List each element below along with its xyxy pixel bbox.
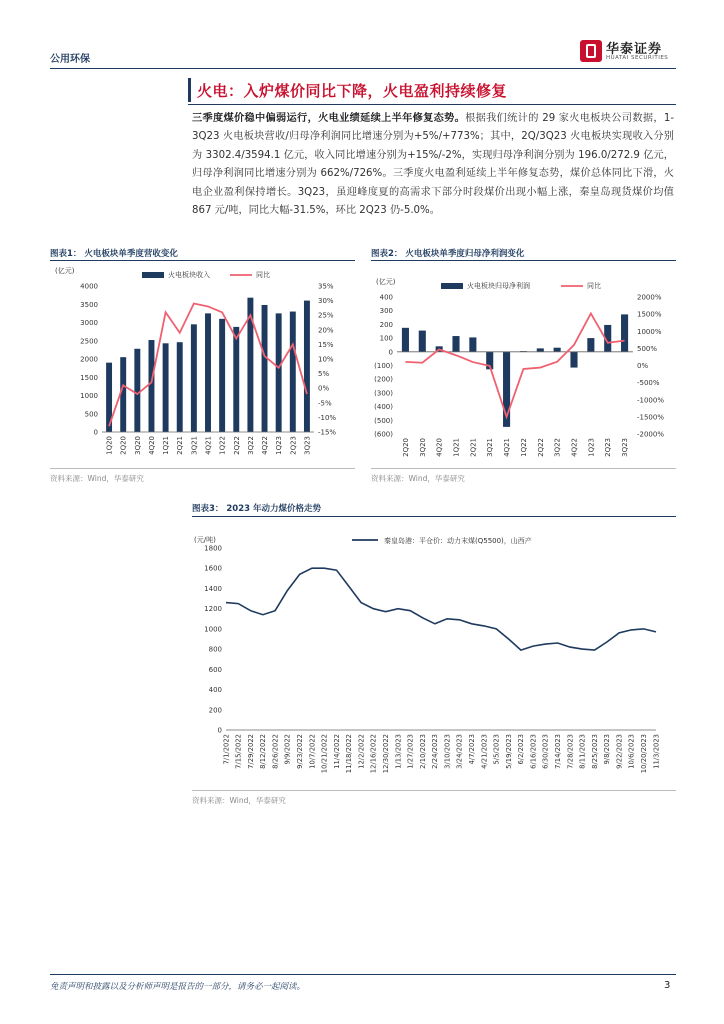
- x-tick-label: 11/18/2022: [345, 734, 354, 774]
- x-tick-label: 4Q20: [147, 436, 156, 455]
- y-right-tick-label: 1500%: [637, 310, 662, 319]
- x-tick-label: 1Q21: [162, 436, 171, 455]
- y-tick-label: 400: [208, 686, 222, 695]
- bar: [554, 348, 561, 352]
- x-tick-label: 2Q22: [536, 438, 545, 457]
- x-tick-label: 1Q22: [218, 436, 227, 455]
- bar: [134, 349, 140, 432]
- bar: [621, 314, 628, 351]
- figure3-title-text: 2023 年动力煤价格走势: [226, 504, 322, 514]
- bar: [587, 338, 594, 352]
- figure3-title: [192, 502, 321, 514]
- y-left-tick-label: 300: [379, 307, 393, 316]
- y-right-tick-label: -500%: [637, 379, 660, 388]
- y-right-tick-label: 1000%: [637, 327, 662, 336]
- bar: [276, 313, 282, 432]
- y-left-tick-label: 4000: [80, 282, 98, 291]
- x-tick-label: 7/28/2023: [566, 734, 575, 769]
- chart-unit-label: (亿元): [55, 267, 75, 275]
- y-tick-label: 0: [217, 726, 222, 735]
- section-title-bar: [188, 78, 679, 102]
- bar: [177, 342, 183, 432]
- x-tick-label: 2/10/2023: [418, 734, 427, 769]
- x-tick-label: 3Q21: [190, 436, 199, 455]
- x-tick-label: 4Q22: [261, 436, 270, 455]
- x-tick-label: 1Q22: [519, 438, 528, 457]
- x-tick-label: 3Q23: [303, 436, 312, 455]
- figure2-source-rule: [371, 468, 676, 469]
- bar: [148, 340, 154, 432]
- y-left-tick-label: (200): [374, 375, 393, 384]
- x-tick-label: 3Q22: [553, 438, 562, 457]
- y-right-tick-label: -5%: [318, 399, 332, 408]
- page-number: 3: [664, 980, 671, 991]
- figure3-chart: [192, 520, 676, 790]
- x-tick-label: 12/16/2022: [369, 734, 378, 774]
- x-tick-label: 8/25/2023: [590, 734, 599, 769]
- y-left-tick-label: 3000: [80, 319, 98, 327]
- x-tick-label: 2Q21: [176, 436, 185, 455]
- x-tick-label: 6/16/2023: [529, 734, 538, 769]
- y-left-tick-label: (100): [374, 362, 393, 370]
- y-right-tick-label: 15%: [318, 340, 334, 349]
- x-tick-label: 11/4/2022: [332, 734, 341, 769]
- y-left-tick-label: (600): [374, 430, 393, 439]
- x-tick-label: 1Q20: [105, 436, 114, 455]
- legend-line-label: 同比: [587, 282, 601, 290]
- x-tick-label: 4/7/2023: [468, 734, 477, 765]
- y-tick-label: 1600: [204, 564, 222, 573]
- y-left-tick-label: 0: [93, 428, 98, 437]
- bar: [402, 328, 409, 352]
- x-tick-label: 1/13/2023: [394, 734, 403, 769]
- x-tick-label: 2Q23: [604, 438, 613, 457]
- figure2-source: 资料来源：Wind，华泰研究: [371, 474, 465, 483]
- x-tick-label: 2Q23: [289, 436, 298, 455]
- y-left-tick-label: 1500: [80, 373, 98, 382]
- x-tick-label: 10/6/2023: [627, 734, 636, 769]
- x-tick-label: 3/24/2023: [455, 734, 464, 769]
- y-right-tick-label: 35%: [318, 282, 334, 291]
- y-right-tick-label: -15%: [318, 428, 337, 437]
- y-left-tick-label: 2500: [80, 337, 98, 346]
- header-section: 公用环保: [50, 54, 90, 65]
- body-paragraph: [192, 110, 674, 220]
- legend-bar-swatch: [441, 283, 463, 289]
- bar: [205, 313, 211, 432]
- bar: [452, 336, 459, 352]
- y-tick-label: 1000: [204, 625, 222, 634]
- y-tick-label: 1800: [204, 544, 222, 553]
- x-tick-label: 7/14/2023: [554, 734, 563, 769]
- section-title: 火电：入炉煤价同比下降，火电盈利持续修复: [197, 82, 508, 100]
- logo-mark-icon: [580, 40, 602, 62]
- x-tick-label: 4Q21: [204, 436, 213, 455]
- paragraph-body: 根据我们统计的 29 家火电板块公司数据，1-3Q23 火电板块营收/归母净利润同比增速分别为+5%/+773%；其中，2Q/3Q23 火电板块实现收入分别为 3302.4/3594.1 亿元，收入同比增速分别为+15%/-2%，实现归母净利润分别为 196.0/272.9 亿元，归母净利润同比增速分别为 662%/726%。三季度火电盈利延续上半年修复态势，煤价总体同比下滑，火电企业盈利保持增长。3Q23，虽迎峰度夏的高需求下部分时段煤价出现小幅上涨，秦皇岛现货煤价均值 867 元/吨，同比大幅-31.5%，环比 2Q23 仍-5.0%。: [192, 113, 674, 217]
- x-tick-label: 7/1/2022: [222, 734, 231, 765]
- figure1-title-text: 火电板块单季度营收变化: [84, 249, 178, 259]
- y-left-tick-label: (400): [374, 403, 393, 412]
- y-right-tick-label: 2000%: [637, 293, 662, 302]
- y-right-tick-label: 0%: [637, 362, 649, 370]
- x-tick-label: 12/30/2022: [382, 734, 391, 774]
- x-tick-label: 3Q20: [418, 438, 427, 457]
- bar: [191, 324, 197, 432]
- y-right-tick-label: -2000%: [637, 430, 664, 439]
- x-tick-label: 8/11/2023: [578, 734, 587, 769]
- bar: [537, 348, 544, 351]
- legend-line-label: 秦皇岛港：平仓价：动力末煤(Q5500)，山西产: [384, 537, 532, 545]
- x-tick-label: 3Q22: [246, 436, 255, 455]
- header-rule: [50, 68, 676, 69]
- x-tick-label: 2Q20: [401, 438, 410, 457]
- x-tick-label: 6/2/2023: [517, 734, 526, 765]
- bar: [120, 357, 126, 432]
- y-left-tick-label: 2000: [80, 355, 98, 364]
- x-tick-label: 3/10/2023: [443, 734, 452, 769]
- y-right-tick-label: 500%: [637, 344, 658, 353]
- y-tick-label: 200: [208, 706, 222, 715]
- y-right-tick-label: -10%: [318, 413, 337, 422]
- x-tick-label: 8/26/2022: [271, 734, 280, 769]
- x-tick-label: 2Q22: [232, 436, 241, 455]
- x-tick-label: 1Q23: [275, 436, 284, 455]
- bar: [419, 331, 426, 352]
- bar: [262, 305, 268, 432]
- chart-unit-label: (亿元): [376, 278, 396, 286]
- x-tick-label: 4/21/2023: [480, 734, 489, 769]
- x-tick-label: 10/7/2022: [308, 734, 317, 769]
- x-tick-label: 9/9/2022: [283, 734, 292, 765]
- figure1-label: 图表1：: [50, 249, 82, 259]
- x-tick-label: 1/27/2023: [406, 734, 415, 769]
- y-right-tick-label: 20%: [318, 326, 334, 335]
- x-tick-label: 4Q20: [435, 438, 444, 457]
- y-left-tick-label: (500): [374, 416, 393, 425]
- legend-bar-label: 火电板块归母净利润: [467, 282, 530, 290]
- legend-bar-label: 火电板块收入: [168, 271, 210, 279]
- price-line: [226, 568, 656, 650]
- y-left-tick-label: 400: [379, 293, 393, 302]
- figure2-label: 图表2：: [371, 249, 403, 259]
- x-tick-label: 4Q21: [503, 438, 512, 457]
- yoy-line: [405, 313, 624, 416]
- figure2-title-text: 火电板块单季度归母净利润变化: [405, 249, 525, 259]
- x-tick-label: 7/29/2022: [246, 734, 255, 769]
- figure3-source: 资料来源：Wind，华泰研究: [192, 796, 286, 805]
- y-left-tick-label: (300): [374, 389, 393, 398]
- bar: [304, 301, 310, 432]
- x-tick-label: 7/15/2022: [234, 734, 243, 769]
- y-right-tick-label: 10%: [318, 355, 334, 364]
- paragraph-lead: 三季度煤价稳中偏弱运行，火电业绩延续上半年修复态势。: [192, 113, 466, 124]
- y-tick-label: 1200: [204, 605, 222, 614]
- bar: [163, 343, 169, 432]
- y-right-tick-label: 30%: [318, 297, 334, 306]
- bar: [233, 327, 239, 432]
- y-left-tick-label: 0: [388, 348, 393, 357]
- x-tick-label: 1Q23: [587, 438, 596, 457]
- x-tick-label: 2Q20: [119, 436, 128, 455]
- x-tick-label: 2/24/2023: [431, 734, 440, 769]
- y-tick-label: 800: [208, 645, 222, 654]
- x-tick-label: 8/12/2022: [259, 734, 268, 769]
- chart-unit-label: (元/吨): [194, 536, 216, 544]
- figure2-chart: [371, 262, 676, 464]
- y-left-tick-label: 3500: [80, 300, 98, 309]
- x-tick-label: 11/3/2023: [652, 734, 661, 769]
- figure1-title: [50, 247, 178, 259]
- y-left-tick-label: 100: [379, 334, 393, 343]
- bar: [290, 312, 296, 432]
- logo-subtitle: HUATAI SECURITIES: [606, 55, 669, 61]
- figure3-label: 图表3：: [192, 504, 224, 514]
- x-tick-label: 10/20/2023: [640, 734, 649, 774]
- figure3-source-rule: [192, 790, 676, 791]
- footer-rule: [50, 974, 676, 975]
- x-tick-label: 9/23/2022: [296, 734, 305, 769]
- x-tick-label: 6/30/2023: [541, 734, 550, 769]
- x-tick-label: 9/22/2023: [615, 734, 624, 769]
- y-right-tick-label: 5%: [318, 370, 330, 379]
- figure1-source-rule: [50, 468, 355, 469]
- y-tick-label: 600: [208, 665, 222, 674]
- y-left-tick-label: 200: [379, 320, 393, 329]
- x-tick-label: 3Q23: [621, 438, 630, 457]
- bar: [570, 352, 577, 368]
- x-tick-label: 5/5/2023: [492, 734, 501, 765]
- x-tick-label: 4Q22: [570, 438, 579, 457]
- x-tick-label: 10/21/2022: [320, 734, 329, 774]
- bar: [469, 337, 476, 351]
- bar: [219, 319, 225, 432]
- x-tick-label: 9/8/2023: [603, 734, 612, 765]
- y-right-tick-label: 0%: [318, 384, 330, 393]
- y-right-tick-label: -1000%: [637, 396, 664, 405]
- x-tick-label: 5/19/2023: [504, 734, 513, 769]
- figure1-chart: [50, 262, 355, 464]
- company-logo: [580, 38, 680, 66]
- footer-disclaimer: 免责声明和披露以及分析师声明是报告的一部分，请务必一起阅读。: [50, 982, 306, 992]
- title-rule: [188, 104, 676, 105]
- y-tick-label: 1400: [204, 584, 222, 593]
- legend-bar-swatch: [142, 272, 164, 278]
- figure1-source: 资料来源：Wind，华泰研究: [50, 474, 144, 483]
- x-tick-label: 12/2/2022: [357, 734, 366, 769]
- legend-line-label: 同比: [256, 271, 270, 279]
- y-right-tick-label: -1500%: [637, 413, 664, 422]
- y-left-tick-label: 500: [84, 410, 98, 419]
- x-tick-label: 3Q20: [133, 436, 142, 455]
- x-tick-label: 2Q21: [469, 438, 478, 457]
- x-tick-label: 3Q21: [486, 438, 495, 457]
- y-right-tick-label: 25%: [318, 311, 334, 320]
- figure3-rule: [192, 516, 676, 517]
- logo-name: 华泰证券: [606, 42, 663, 57]
- x-tick-label: 1Q21: [452, 438, 461, 457]
- figure2-rule: [371, 260, 676, 261]
- y-left-tick-label: 1000: [80, 392, 98, 400]
- figure2-title: [371, 247, 524, 259]
- figure1-rule: [50, 260, 355, 261]
